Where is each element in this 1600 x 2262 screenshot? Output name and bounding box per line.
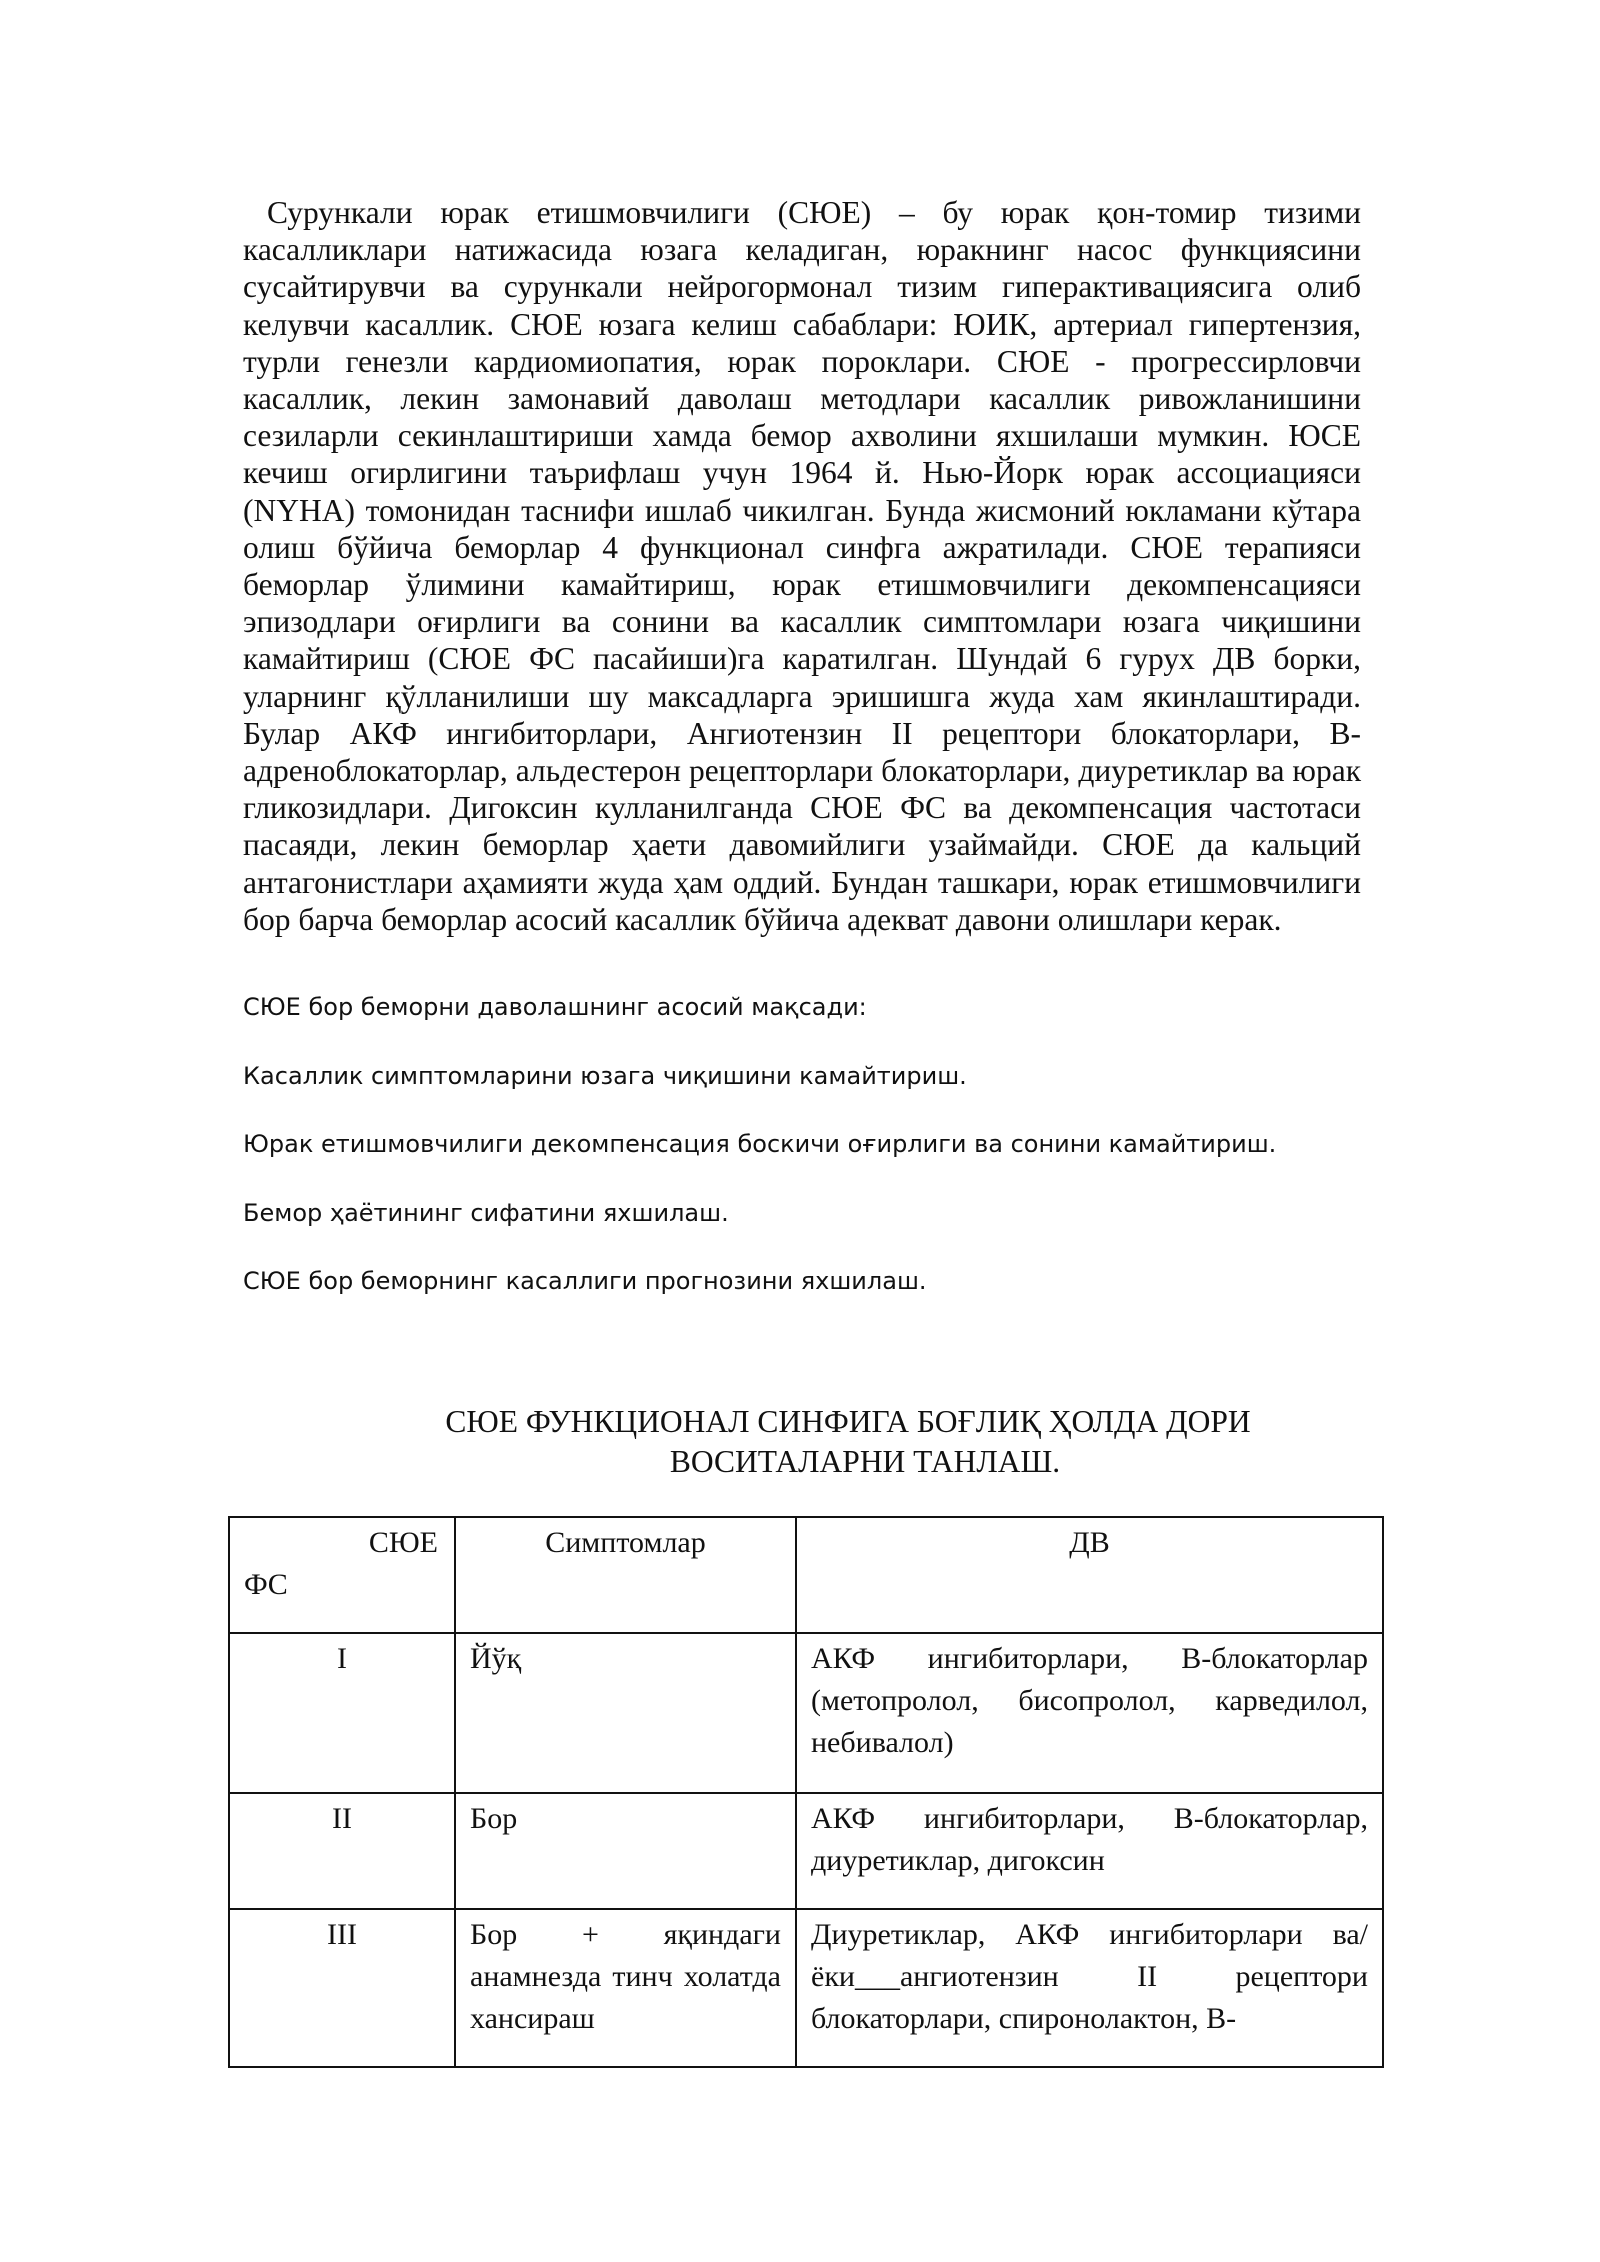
functional-class-table — [228, 1516, 1384, 2068]
treatment-goal-item: СЮЕ бор беморнинг касаллиги прогнозини яхшилаш. — [243, 1267, 927, 1295]
treatment-goal-item: Бемор ҳаётининг сифатини яхшилаш. — [243, 1198, 729, 1227]
table-row — [229, 1793, 1383, 1909]
treatment-goals-list — [243, 990, 1443, 1333]
fs-class-cell: II — [229, 1793, 455, 1909]
symptoms-cell: Бор — [455, 1793, 796, 1909]
header-symptoms-cell: Симптомлар — [455, 1517, 796, 1633]
drugs-cell: АКФ ингибиторлари, В-блокаторлар (метопролол, бисопролол, карведилол, небивалол) — [796, 1633, 1383, 1793]
header-fs-cell — [229, 1517, 455, 1633]
header-drugs-cell: ДВ — [796, 1517, 1383, 1633]
drugs-cell: АКФ ингибиторлари, В-блокаторлар, диуретиклар, дигоксин — [796, 1793, 1383, 1909]
symptoms-cell: Йўқ — [455, 1633, 796, 1793]
symptoms-cell: Бор + яқиндаги анамнезда тинч холатда хансираш — [455, 1909, 796, 2067]
drugs-cell: Диуретиклар, АКФ ингибиторлари ва/ёки___ангиотензин II рецептори блокаторлари, спиронолактон, В- — [796, 1909, 1383, 2067]
header-fs-top: СЮЕ — [368, 1526, 438, 1559]
treatment-goal-item: Юрак етишмовчилиги декомпенсация боскичи оғирлиги ва сонини камайтириш. — [243, 1130, 1277, 1158]
table-header-row — [229, 1517, 1383, 1633]
table-title-line-2: ВОСИТАЛАРНИ ТАНЛАШ. — [669, 1444, 1061, 1479]
fs-class-cell: III — [229, 1909, 455, 2067]
table-row — [229, 1909, 1383, 2067]
header-fs-bottom: ФС — [244, 1568, 288, 1601]
table-title-line-1: СЮЕ ФУНКЦИОНАЛ СИНФИГА БОҒЛИҚ ҲОЛДА ДОРИ — [445, 1404, 1251, 1439]
fs-class-cell: I — [229, 1633, 455, 1793]
intro-paragraph: Сурункали юрак етишмовчилиги (СЮЕ) – бу юрак қон-томир тизими касалликлари натижасида юзага келадиган, юракнинг насос функциясини сусайтирувчи ва сурункали нейрогормонал тизим гиперактивациясига олиб келувчи касаллик. СЮЕ юзага келиш сабаблари: ЮИК, артериал гипертензия, турли генезли кардиомиопатия, юрак пороклари. СЮЕ - прогрессирловчи касаллик, лекин замонавий даволаш методлари касаллик ривожланишини сезиларли секинлаштириши хамда бемор ахволини яхшилаши мумкин. ЮСЕ кечиш огирлигини таърифлаш учун 1964 й. Нью-Йорк юрак ассоциацияси (NYHA) томонидан таснифи ишлаб чикилган. Бунда жисмоний юкламани кўтара олиш бўйича беморлар 4 функционал синфга ажратилади. СЮЕ терапияси беморлар ўлимини камайтириш, юрак етишмовчилиги декомпенсацияси эпизодлари оғирлиги ва сонини ва касаллик симптомлари юзага чиқишини камайтириш (СЮЕ ФС пасайиши)га каратилган. Шундай 6 гурух ДВ борки, уларнинг қўлланилиши шу максадларга эришишга жуда хам якинлаштиради. Булар АКФ ингибиторлари, Ангиотензин II рецептори блокаторлари, В-адреноблокаторлар, альдестерон рецепторлари блокаторлари, диуретиклар ва юрак гликозидлари. Дигоксин кулланилганда СЮЕ ФС ва декомпенсация частотаси пасаяди, лекин беморлар ҳаети давомийлиги узаймайди. СЮЕ да кальций антагонистлари аҳамияти жуда ҳам оддий. Бундан ташкари, юрак етишмовчилиги бор барча беморлар асосий касаллик бўйича адекват давони олишлари керак. — [243, 195, 1361, 937]
treatment-goal-item: Касаллик симптомларини юзага чиқишини камайтириш. — [243, 1061, 967, 1090]
table-row — [229, 1633, 1383, 1793]
treatment-goals-heading: СЮЕ бор беморни даволашнинг асосий мақсади: — [243, 993, 867, 1021]
table-title — [243, 1402, 1443, 1482]
